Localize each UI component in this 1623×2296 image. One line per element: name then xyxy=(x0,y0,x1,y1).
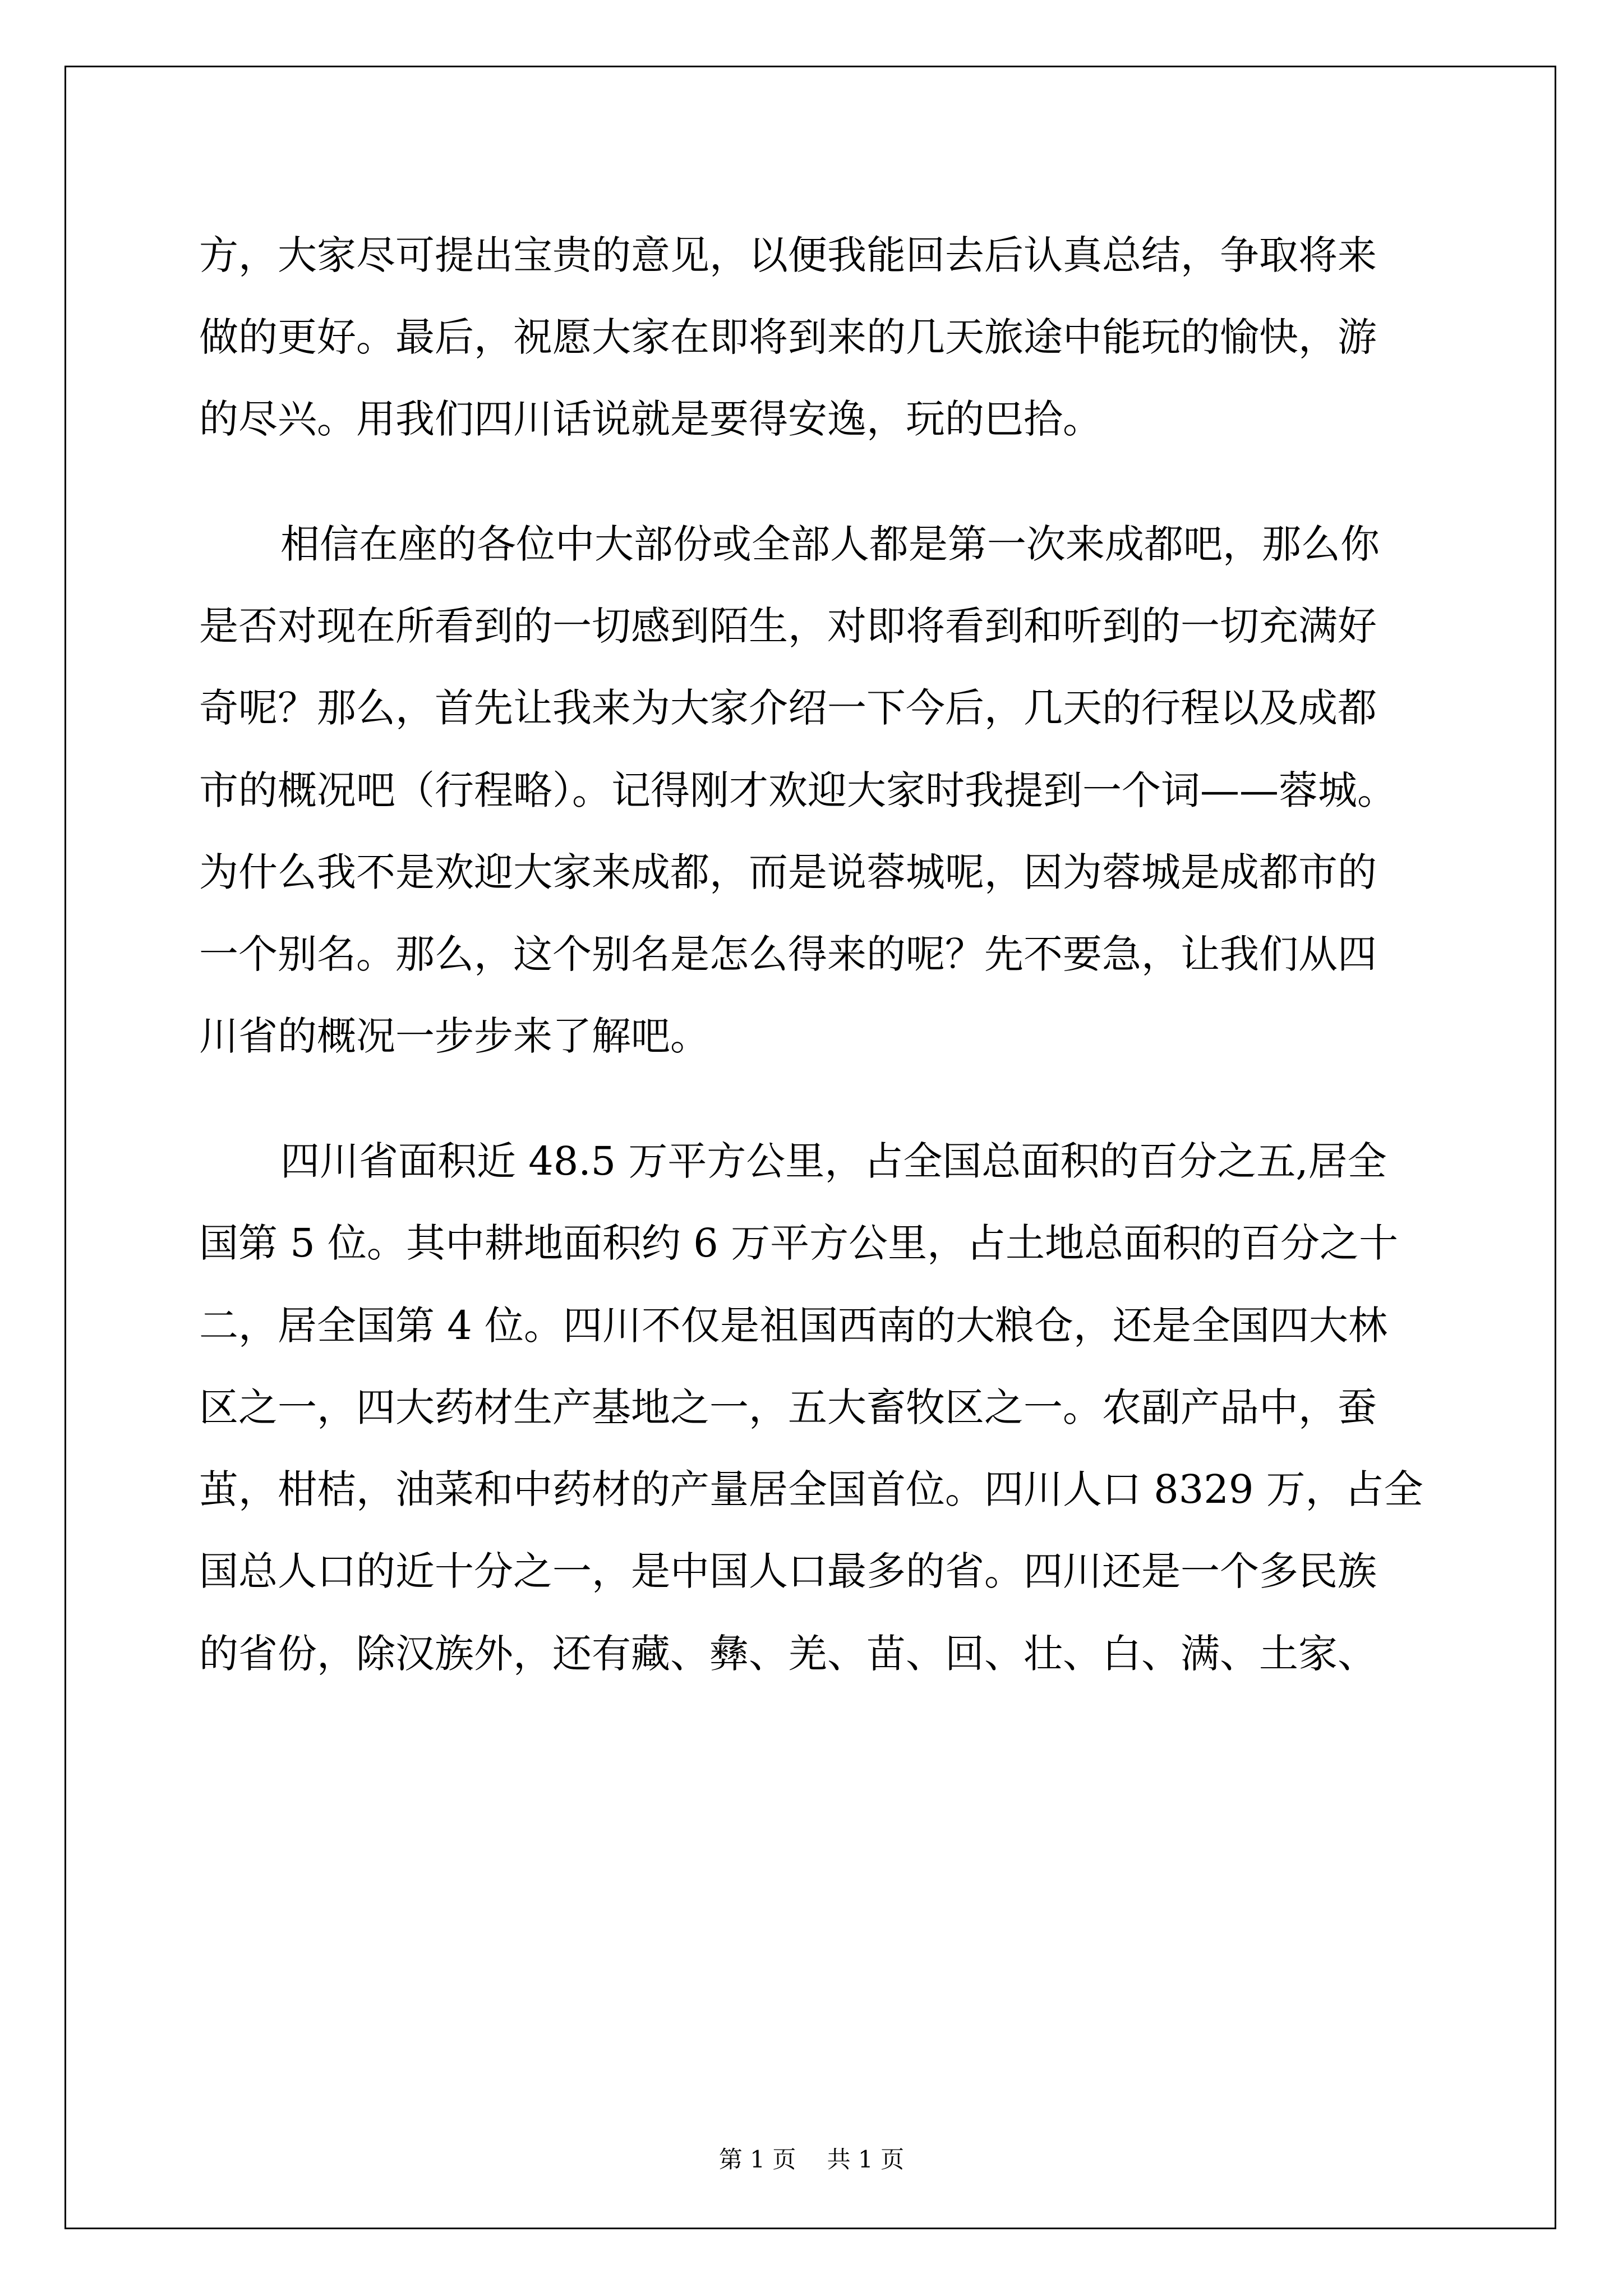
paragraph-start-line: 相信在座的各位中大部份或全部人都是第一次来成都吧，那么你 xyxy=(280,521,1380,567)
body-line: 国第 5 位。其中耕地面积约 6 万平方公里，占土地总面积的百分之十 xyxy=(199,1220,1399,1266)
body-line: 市的概况吧（行程略）。记得刚才欢迎大家时我提到一个词——蓉城。 xyxy=(199,767,1396,813)
body-line: 国总人口的近十分之一，是中国人口最多的省。四川还是一个多民族 xyxy=(199,1548,1377,1594)
body-line: 为什么我不是欢迎大家来成都，而是说蓉城呢，因为蓉城是成都市的 xyxy=(199,849,1377,895)
body-line: 的省份，除汉族外，还有藏、彝、羌、苗、回、壮、白、满、土家、 xyxy=(199,1631,1377,1677)
body-line: 做的更好。最后，祝愿大家在即将到来的几天旅途中能玩的愉快，游 xyxy=(199,314,1377,360)
body-line: 茧，柑桔，油菜和中药材的产量居全国首位。四川人口 8329 万，占全 xyxy=(199,1466,1423,1512)
body-line: 一个别名。那么，这个别名是怎么得来的呢？先不要急，让我们从四 xyxy=(199,931,1377,977)
body-line: 川省的概况一步步来了解吧。 xyxy=(199,1013,709,1059)
body-line: 区之一，四大药材生产基地之一，五大畜牧区之一。农副产品中，蚕 xyxy=(199,1384,1377,1430)
body-line: 的尽兴。用我们四川话说就是要得安逸，玩的巴拾。 xyxy=(199,396,1102,442)
page-number: 第 1 页 共 1 页 xyxy=(718,2146,905,2173)
body-line: 方，大家尽可提出宝贵的意见，以便我能回去后认真总结，争取将来 xyxy=(199,232,1377,278)
body-line: 是否对现在所看到的一切感到陌生，对即将看到和听到的一切充满好 xyxy=(199,603,1377,649)
paragraph-start-line: 四川省面积近 48.5 万平方公里，占全国总面积的百分之五,居全 xyxy=(280,1138,1387,1184)
body-line: 二，居全国第 4 位。四川不仅是祖国西南的大粮仓，还是全国四大林 xyxy=(199,1303,1388,1349)
page-footer xyxy=(0,2143,1623,2177)
body-line: 奇呢？那么，首先让我来为大家介绍一下今后，几天的行程以及成都 xyxy=(199,685,1377,731)
